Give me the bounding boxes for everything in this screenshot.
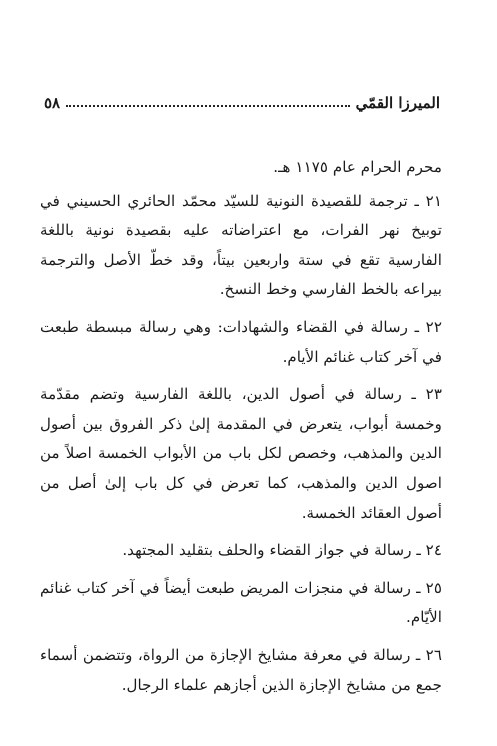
dotted-leader <box>66 105 350 107</box>
paragraph-item-22: ٢٢ ـ رسالة في القضاء والشهادات: وهي رسالة مبسطة طبعت في آخر كتاب غنائم الأيام. <box>40 317 442 366</box>
paragraph-item-25: ٢٥ ـ رسالة في منجزات المريض طبعت أيضاً في آخر كتاب غنائم الأيّام. <box>40 578 442 627</box>
paragraph-item-23: ٢٣ ـ رسالة في أصول الدين، باللغة الفارسية وتضم مقدّمة وخمسة أبواب، يتعرض في المقدمة إلىٰ ذكر الفروق بين أصول الدين والمذهب، وخصص لكل باب من الأبواب الخمسة اصلاً من اصول الدين والمذهب، كما تعرض في كل باب إلىٰ أصل من أصول العقائد الخمسة. <box>40 385 442 522</box>
paragraph-continuation: محرم الحرام عام ١١٧٥ هـ. <box>273 158 442 176</box>
paragraph-item-26: ٢٦ ـ رسالة في معرفة مشايخ الإجازة من الرواة، وتتضمن أسماء جمع من مشايخ الإجازة الذين أجازهم علماء الرجال. <box>40 645 442 694</box>
running-header <box>44 90 440 112</box>
page-number: ٥٨ <box>44 94 61 112</box>
body-text <box>40 153 442 708</box>
running-title: الميرزا القمّي <box>355 94 440 112</box>
paragraph-item-24: ٢٤ ـ رسالة في جواز القضاء والحلف بتقليد المجتهد. <box>122 541 442 560</box>
paragraph-item-21: ٢١ ـ ترجمة للقصيدة النونية للسيّد محمّد الحائري الحسيني في توبيخ نهر الفرات، مع اعتراضاته عليه بقصيدة نونية باللغة الفارسية تقع في ستة واربعين بيتاً، وقد خطّ الأصل والترجمة بيراعه بالخط الفارسي وخط النسخ. <box>40 191 442 299</box>
